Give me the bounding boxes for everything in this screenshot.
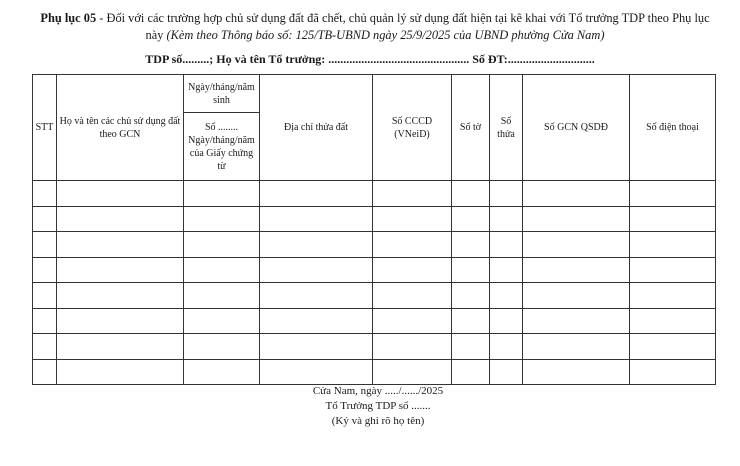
table-cell — [630, 359, 716, 385]
table-cell — [630, 283, 716, 309]
table-cell — [260, 308, 373, 334]
table-cell — [523, 181, 630, 207]
table-row — [33, 283, 716, 309]
header-gcn-no: Số GCN QSDĐ — [523, 75, 630, 181]
header-owner-name: Họ và tên các chủ sử dụng đất theo GCN — [57, 75, 184, 181]
table-cell — [490, 232, 523, 258]
table-row — [33, 257, 716, 283]
table-cell — [260, 283, 373, 309]
table-cell — [57, 283, 184, 309]
header-sheet-no: Số tờ — [452, 75, 490, 181]
table-cell — [523, 283, 630, 309]
table-cell — [260, 334, 373, 360]
table-cell — [33, 359, 57, 385]
table-cell — [33, 206, 57, 232]
table-cell — [57, 308, 184, 334]
heading-separator: - — [96, 11, 107, 25]
heading-text: Đối với các trường hợp chủ sử dụng đất đã chết, chủ quản lý sử dụng đất hiện tại kê khai với Tổ trưởng TDP theo Phụ lục này — [106, 11, 710, 42]
sign-note: (Ký và ghi rõ họ tên) — [331, 415, 425, 427]
table-cell — [33, 334, 57, 360]
table-cell — [184, 181, 260, 207]
declaration-table — [32, 74, 716, 385]
table-cell — [523, 232, 630, 258]
table-row — [33, 232, 716, 258]
table-cell — [373, 232, 452, 258]
table-cell — [184, 232, 260, 258]
table-cell — [452, 283, 490, 309]
table-cell — [630, 308, 716, 334]
table-cell — [523, 308, 630, 334]
header-cccd: Số CCCD (VNeiD) — [373, 75, 452, 181]
table-row — [33, 308, 716, 334]
table-cell — [260, 359, 373, 385]
table-cell — [260, 232, 373, 258]
table-cell — [184, 334, 260, 360]
table-cell — [33, 181, 57, 207]
table-cell — [490, 359, 523, 385]
table-cell — [373, 283, 452, 309]
table-cell — [57, 334, 184, 360]
table-row — [33, 181, 716, 207]
table-cell — [57, 181, 184, 207]
table-cell — [452, 334, 490, 360]
table-cell — [57, 359, 184, 385]
table-cell — [490, 181, 523, 207]
table-row — [33, 334, 716, 360]
table-cell — [452, 359, 490, 385]
table-cell — [523, 334, 630, 360]
header-address: Địa chỉ thửa đất — [260, 75, 373, 181]
header-birth-date: Ngày/tháng/năm sinh — [184, 75, 260, 113]
table-cell — [373, 257, 452, 283]
table-cell — [452, 232, 490, 258]
table-cell — [490, 206, 523, 232]
table-cell — [33, 283, 57, 309]
table-cell — [260, 206, 373, 232]
header-stt: STT — [33, 75, 57, 181]
table-cell — [523, 359, 630, 385]
table-cell — [260, 181, 373, 207]
table-cell — [57, 257, 184, 283]
table-cell — [490, 283, 523, 309]
table-cell — [452, 181, 490, 207]
table-cell — [452, 206, 490, 232]
signature-block — [0, 384, 740, 429]
table-cell — [630, 257, 716, 283]
table-cell — [373, 206, 452, 232]
table-cell — [452, 308, 490, 334]
header-phone: Số điện thoại — [630, 75, 716, 181]
table-cell — [490, 257, 523, 283]
table-cell — [490, 308, 523, 334]
table-cell — [373, 308, 452, 334]
table-cell — [523, 206, 630, 232]
header-id-doc: Số ........ Ngày/tháng/năm của Giấy chứng từ — [184, 113, 260, 181]
table-cell — [33, 232, 57, 258]
date-line: Cửa Nam, ngày ...../....../2025 — [312, 385, 444, 397]
table-cell — [523, 257, 630, 283]
tdp-info-line: TDP số.........; Họ và tên Tổ trưởng: ............................................... Số ĐT:............................. — [145, 52, 595, 66]
table-cell — [260, 257, 373, 283]
table-cell — [630, 232, 716, 258]
header-parcel-no: Số thửa — [490, 75, 523, 181]
appendix-label: Phụ lục 05 — [40, 11, 97, 25]
table-cell — [184, 206, 260, 232]
table-cell — [57, 206, 184, 232]
table-header-row — [33, 75, 716, 113]
table-cell — [452, 257, 490, 283]
signer-title: Tổ Trưởng TDP số ....... — [325, 400, 431, 412]
table-cell — [630, 334, 716, 360]
table-cell — [630, 206, 716, 232]
heading-note: (Kèm theo Thông báo số: 125/TB-UBND ngày 25/9/2025 của UBND phường Cửa Nam) — [163, 28, 605, 42]
table-cell — [33, 257, 57, 283]
table-row — [33, 359, 716, 385]
table-cell — [184, 283, 260, 309]
table-cell — [184, 359, 260, 385]
table-cell — [373, 181, 452, 207]
table-cell — [184, 257, 260, 283]
table-cell — [373, 334, 452, 360]
table-row — [33, 206, 716, 232]
table-cell — [33, 308, 57, 334]
table-cell — [57, 232, 184, 258]
table-cell — [490, 334, 523, 360]
table-cell — [184, 308, 260, 334]
table-cell — [373, 359, 452, 385]
table-cell — [630, 181, 716, 207]
document-heading — [30, 10, 720, 44]
